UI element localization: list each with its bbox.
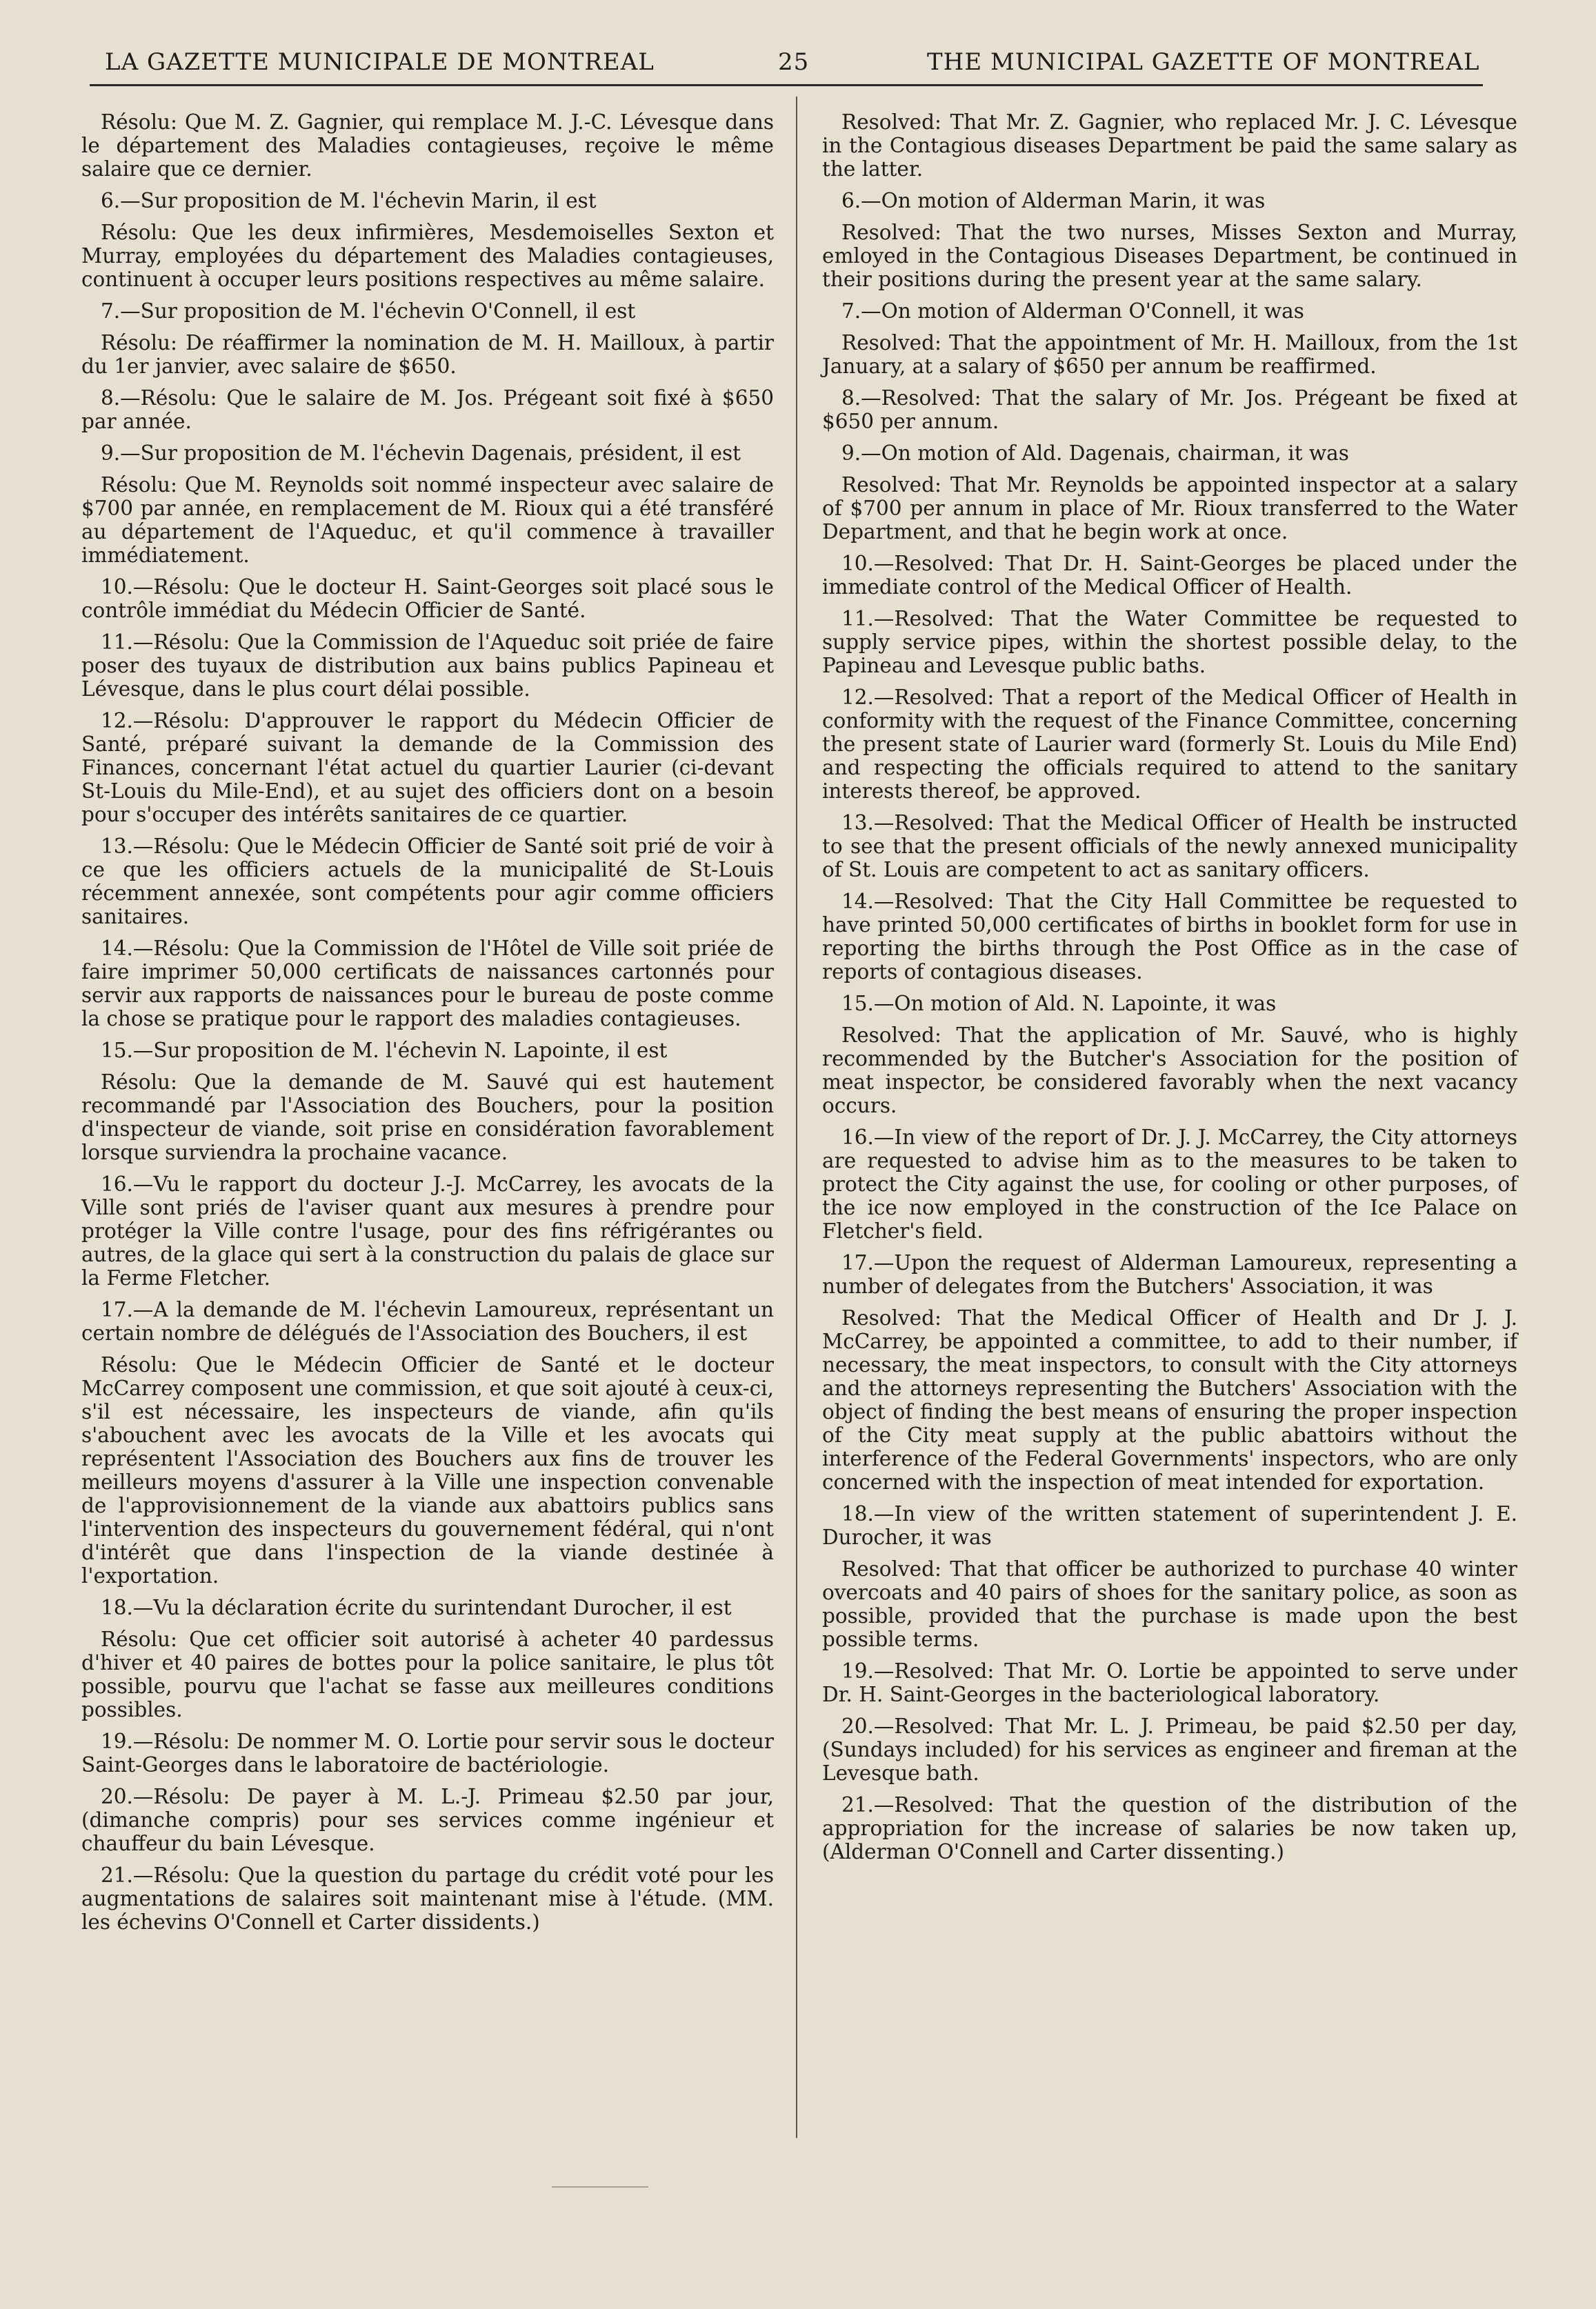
paragraph: 6.—On motion of Alderman Marin, it was (841, 189, 1266, 212)
paragraph: 12.—Resolved: That a report of the Medical Officer of Health in conformity with the request of the Finance Committee, concerning the present state of Laurier ward (formerly St. Louis du Mile End) and respecting the officials required to attend to the sanitary interests thereof, be approved. (822, 686, 1517, 803)
header-left-title: LA GAZETTE MUNICIPALE DE MONTREAL (105, 48, 655, 76)
paragraph: 8.—Résolu: Que le salaire de M. Jos. Prégeant soit fixé à $650 par année. (81, 386, 774, 433)
paragraph: Resolved: That the two nurses, Misses Sexton and Murray, emloyed in the Contagious Diseases Department, be continued in their positions during the present year at the same salary. (822, 221, 1517, 291)
paragraph: Résolu: Que M. Reynolds soit nommé inspecteur avec salaire de $700 par année, en remplacement de M. Rioux qui a été transféré au département de l'Aqueduc, et qu'il commence à travailler immédiatement. (81, 473, 774, 567)
paragraph: 7.—On motion of Alderman O'Connell, it was (841, 299, 1304, 323)
paragraph: 19.—Resolved: That Mr. O. Lortie be appointed to serve under Dr. H. Saint-Georges in the bacteriological laboratory. (822, 1659, 1517, 1706)
paragraph: 12.—Résolu: D'approuver le rapport du Médecin Officier de Santé, préparé suivant la demande de la Commission des Finances, concernant l'état actuel du quartier Laurier (ci-devant St-Louis du Mile-End), et au sujet des officiers dont on a besoin pour s'occuper des intérêts sanitaires de ce quartier. (81, 709, 774, 826)
paragraph: Résolu: Que les deux infirmières, Mesdemoiselles Sexton et Murray, employées du département des Maladies contagieuses, continuent à occuper leurs positions respectives au même salaire. (81, 221, 774, 291)
paragraph: 16.—Vu le rapport du docteur J.-J. McCarrey, les avocats de la Ville sont priés de l'aviser quant aux mesures à prendre pour protéger la Ville contre l'usage, pour des fins réfrigérantes ou autres, de la glace qui sert à la construction du palais de glace sur la Ferme Fletcher. (81, 1172, 774, 1290)
paragraph: Résolu: De réaffirmer la nomination de M. H. Mailloux, à partir du 1er janvier, avec salaire de $650. (81, 331, 774, 378)
paragraph: Resolved: That the Medical Officer of Health and Dr J. J. McCarrey, be appointed a committee, to add to their number, if necessary, the meat inspectors, to consult with the City attorneys and the attorneys representing the Butchers' Association with the object of finding the best means of ensuring the proper inspection of the City meat supply at the public abattoirs without the interference of the Federal Governments' inspectors, who are only concerned with the inspection of meat intended for exportation. (822, 1306, 1517, 1494)
header-right-title: THE MUNICIPAL GAZETTE OF MONTREAL (927, 48, 1480, 76)
paragraph: 19.—Résolu: De nommer M. O. Lortie pour servir sous le docteur Saint-Georges dans le laboratoire de bactériologie. (81, 1730, 774, 1777)
paragraph: 21.—Resolved: That the question of the distribution of the appropriation for the increase of salaries be now taken up, (Alderman O'Connell and Carter dissenting.) (822, 1793, 1517, 1863)
paragraph: 11.—Résolu: Que la Commission de l'Aqueduc soit priée de faire poser des tuyaux de distribution aux bains publics Papineau et Lévesque, dans le plus court délai possible. (81, 630, 774, 701)
paragraph: Resolved: That the application of Mr. Sauvé, who is highly recommended by the Butcher's Association for the position of meat inspector, be considered favorably when the next vacancy occurs. (822, 1023, 1517, 1117)
paragraph: 11.—Resolved: That the Water Committee be requested to supply service pipes, within the shortest possible delay, to the Papineau and Levesque public baths. (822, 607, 1517, 677)
paragraph: 7.—Sur proposition de M. l'échevin O'Connell, il est (101, 299, 636, 323)
paragraph: Resolved: That that officer be authorized to purchase 40 winter overcoats and 40 pairs of shoes for the sanitary police, as soon as possible, provided that the purchase is made upon the best possible terms. (822, 1557, 1517, 1651)
paragraph: Résolu: Que la demande de M. Sauvé qui est hautement recommandé par l'Association des Bouchers, pour la position d'inspecteur de viande, soit prise en considération favorablement lorsque surviendra la prochaine vacance. (81, 1070, 774, 1164)
paragraph: 10.—Resolved: That Dr. H. Saint-Georges be placed under the immediate control of the Medical Officer of Health. (822, 552, 1517, 599)
paragraph: 21.—Résolu: Que la question du partage du crédit voté pour les augmentations de salaires soit maintenant mise à l'étude. (MM. les échevins O'Connell et Carter dissidents.) (81, 1863, 774, 1934)
paragraph: 8.—Resolved: That the salary of Mr. Jos. Prégeant be fixed at $650 per annum. (822, 386, 1517, 433)
paragraph: 13.—Résolu: Que le Médecin Officier de Santé soit prié de voir à ce que les officiers actuels de la municipalité de St-Louis récemment annexée, sont compétents pour agir comme officiers sanitaires. (81, 834, 774, 928)
paragraph: Resolved: That Mr. Reynolds be appointed inspector at a salary of $700 per annum in place of Mr. Rioux transferred to the Water Department, and that he begin work at once. (822, 473, 1517, 543)
paragraph: 9.—On motion of Ald. Dagenais, chairman, it was (841, 441, 1349, 465)
paragraph: Résolu: Que M. Z. Gagnier, qui remplace M. J.-C. Lévesque dans le département des Maladies contagieuses, reçoive le même salaire que ce dernier. (81, 110, 774, 181)
paragraph: 14.—Resolved: That the City Hall Committee be requested to have printed 50,000 certificates of births in booklet form for use in reporting the births through the Post Office as in the case of reports of contagious diseases. (822, 890, 1517, 983)
french-column (81, 110, 774, 1942)
paragraph: 17.—A la demande de M. l'échevin Lamoureux, représentant un certain nombre de délégués de l'Association des Bouchers, il est (81, 1298, 774, 1345)
paragraph: Resolved: That Mr. Z. Gagnier, who replaced Mr. J. C. Lévesque in the Contagious diseases Department be paid the same salary as the latter. (822, 110, 1517, 181)
paragraph: Résolu: Que cet officier soit autorisé à acheter 40 pardessus d'hiver et 40 paires de bottes pour la police sanitaire, le plus tôt possible, pourvu que l'achat se fasse aux meilleures conditions possibles. (81, 1628, 774, 1721)
paragraph: 6.—Sur proposition de M. l'échevin Marin, il est (101, 189, 597, 212)
paragraph: 10.—Résolu: Que le docteur H. Saint-Georges soit placé sous le contrôle immédiat du Médecin Officier de Santé. (81, 575, 774, 622)
paragraph: Résolu: Que le Médecin Officier de Santé et le docteur McCarrey composent une commission, et que soit ajouté à ceux-ci, s'il est nécessaire, les inspecteurs de viande, afin qu'ils s'abouchent avec les avocats de la Ville et les avocats qui représentent l'Association des Bouchers aux fins de trouver les meilleurs moyens d'assurer à la Ville une inspection convenable de l'approvisionnement de la viande aux abattoirs publics sans l'intervention des inspecteurs du gouvernement fédéral, qui n'ont d'intérêt que dans l'inspection de la viande destinée à l'exportation. (81, 1353, 774, 1588)
page-number: 25 (778, 48, 810, 76)
column-divider (796, 97, 797, 2138)
paragraph: 18.—Vu la déclaration écrite du surintendant Durocher, il est (101, 1596, 732, 1619)
paragraph: 14.—Résolu: Que la Commission de l'Hôtel de Ville soit priée de faire imprimer 50,000 certificats de naissances cartonnés pour servir aux rapports de naissances pour le bureau de poste comme la chose se pratique pour le rapport des maladies contagieuses. (81, 937, 774, 1030)
paragraph: 18.—In view of the written statement of superintendent J. E. Durocher, it was (822, 1502, 1517, 1549)
paragraph: 17.—Upon the request of Alderman Lamoureux, representing a number of delegates from the Butchers' Association, it was (822, 1251, 1517, 1298)
paragraph: Resolved: That the appointment of Mr. H. Mailloux, from the 1st January, at a salary of $650 per annum be reaffirmed. (822, 331, 1517, 378)
paragraph: 20.—Resolved: That Mr. L. J. Primeau, be paid $2.50 per day, (Sundays included) for his services as engineer and fireman at the Levesque bath. (822, 1715, 1517, 1785)
paragraph: 20.—Résolu: De payer à M. L.-J. Primeau $2.50 par jour, (dimanche compris) pour ses services comme ingénieur et chauffeur du bain Lévesque. (81, 1785, 774, 1855)
paragraph: 9.—Sur proposition de M. l'échevin Dagenais, président, il est (101, 441, 741, 465)
paragraph: 16.—In view of the report of Dr. J. J. McCarrey, the City attorneys are requested to advise him as to the measures to be taken to protect the City against the use, for cooling or other purposes, of the ice now employed in the construction of the Ice Palace on Fletcher's field. (822, 1126, 1517, 1243)
paragraph: 15.—On motion of Ald. N. Lapointe, it was (841, 992, 1277, 1015)
paragraph: 15.—Sur proposition de M. l'échevin N. Lapointe, il est (101, 1039, 668, 1062)
english-column (822, 110, 1517, 1872)
footer-rule (552, 2186, 648, 2188)
paragraph: 13.—Resolved: That the Medical Officer of Health be instructed to see that the present officials of the newly annexed municipality of St. Louis are competent to act as sanitary officers. (822, 811, 1517, 881)
header-rule (90, 84, 1483, 86)
